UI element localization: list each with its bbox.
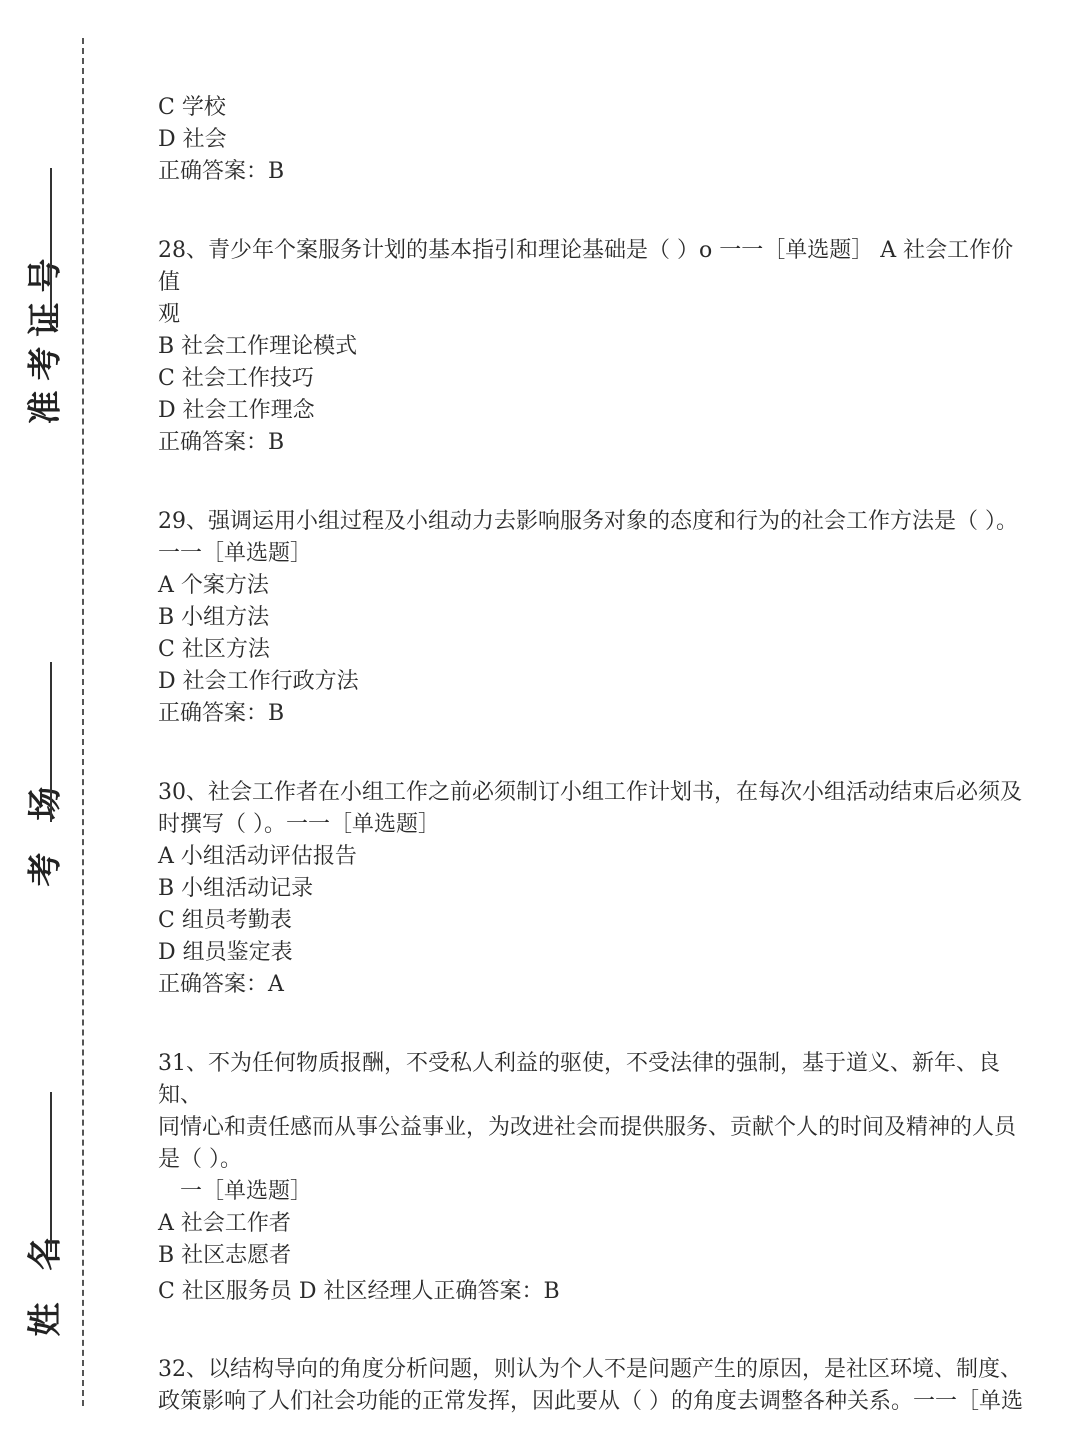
option: C 组员考勤表 [158, 908, 292, 933]
question-text: 32、以结构导向的角度分析问题，则认为个人不是问题产生的原因，是社区环境、制度、 [158, 1357, 1022, 1382]
question-29 [158, 506, 1028, 730]
option: C 学校 [158, 95, 226, 120]
exam-id-label: 准考证号 [25, 248, 66, 425]
correct-answer: 正确答案：B [158, 159, 285, 184]
correct-answer: 正确答案：A [158, 972, 284, 997]
question-text: 时撰写（ ）。一一［单选题］ [158, 812, 440, 837]
name-blank[interactable] [50, 1092, 52, 1252]
question-text: 31、不为任何物质报酬，不受私人利益的驱使，不受法律的强制，基于道义、新年、良知、 [158, 1051, 1000, 1108]
question-text: 一一［单选题］ [158, 541, 313, 566]
question-text: 30、社会工作者在小组工作之前必须制订小组工作计划书，在每次小组活动结束后必须及 [158, 780, 1022, 805]
exam-id-blank[interactable] [50, 168, 52, 328]
exam-room-blank[interactable] [50, 662, 52, 822]
option: B 小组方法 [158, 605, 270, 630]
option: A 个案方法 [158, 573, 269, 598]
question-27-tail [158, 92, 1028, 188]
question-31 [158, 1048, 1028, 1308]
option: C 社区方法 [158, 637, 270, 662]
option: B 小组活动记录 [158, 876, 314, 901]
option: A 社会工作者 [158, 1211, 291, 1236]
question-type: 一［单选题］ [180, 1179, 313, 1204]
question-28 [158, 235, 1028, 459]
name-label: 姓 名 [25, 1226, 66, 1337]
exam-room-label: 考 场 [25, 776, 66, 887]
option: D 社会 [158, 127, 227, 152]
option: D 社会工作行政方法 [158, 669, 359, 694]
option: D 组员鉴定表 [158, 940, 293, 965]
question-30 [158, 777, 1028, 1001]
question-content [158, 92, 1028, 1418]
question-text: 观 [158, 302, 181, 327]
binding-dashed-line [82, 38, 84, 1406]
correct-answer: 正确答案：B [158, 701, 285, 726]
question-text: 29、强调运用小组过程及小组动力去影响服务对象的态度和行为的社会工作方法是（ ）。 [158, 509, 1018, 534]
question-text: 是（ ）。 [158, 1147, 242, 1172]
option: C 社会工作技巧 [158, 366, 314, 391]
question-text: 同情心和责任感而从事公益事业，为改进社会而提供服务、贡献个人的时间及精神的人员 [158, 1115, 1017, 1140]
correct-answer: 正确答案：B [158, 430, 285, 455]
option: D 社会工作理念 [158, 398, 315, 423]
question-32 [158, 1354, 1028, 1418]
question-text: 政策影响了人们社会功能的正常发挥，因此要从（ ）的角度去调整各种关系。一一［单选 [158, 1389, 1023, 1414]
option: A 小组活动评估报告 [158, 844, 357, 869]
option: B 社会工作理论模式 [158, 334, 358, 359]
option-and-answer: C 社区服务员 D 社区经理人正确答案：B [158, 1279, 560, 1304]
option: B 社区志愿者 [158, 1243, 292, 1268]
question-text: 28、青少年个案服务计划的基本指引和理论基础是（ ）o 一一［单选题］ A 社会工作价值 [158, 238, 1014, 295]
